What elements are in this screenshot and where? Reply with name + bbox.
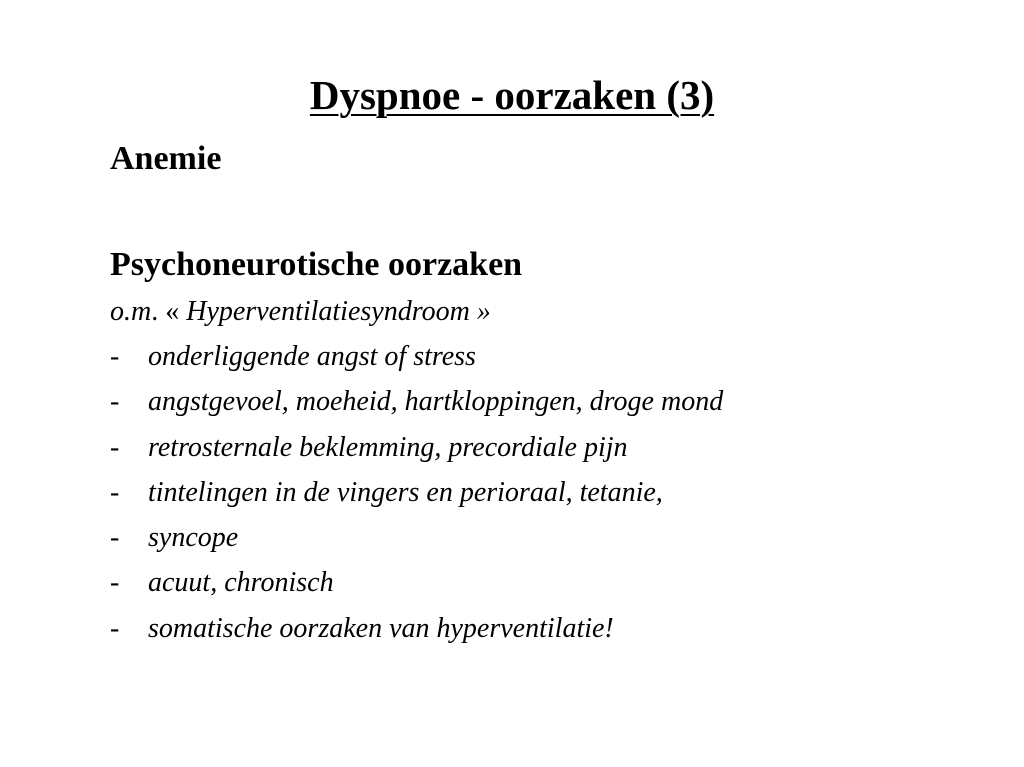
intro-line (110, 294, 491, 330)
list-item (110, 339, 723, 384)
bullet-dash: - (110, 612, 120, 644)
slide-title-text: Dyspnoe - oorzaken (3) (309, 72, 715, 118)
list-item (110, 611, 723, 656)
intro-quote-open: . « (151, 296, 180, 327)
bullet-dash: - (110, 567, 120, 599)
list-item-text: syncope (148, 522, 239, 554)
list-item-text: acuut, chronisch (148, 567, 334, 599)
bullet-dash: - (110, 341, 120, 372)
list-item-text: somatische oorzaken van hyperventilatie! (148, 612, 614, 644)
list-item (110, 430, 723, 475)
list-item (110, 475, 723, 520)
bullet-dash: - (110, 431, 120, 463)
bullet-dash: - (110, 476, 120, 508)
list-item-text: angstgevoel, moeheid, hartkloppingen, droge mond (148, 386, 724, 418)
intro-term: Hyperventilatiesyndroom » (179, 296, 491, 327)
intro-prefix: o.m (110, 296, 152, 327)
list-item (110, 520, 723, 565)
list-item-text: onderliggende angst of stress (148, 341, 476, 372)
list-item-text: tintelingen in de vingers en perioraal, tetanie, (148, 476, 663, 508)
bullet-dash: - (110, 522, 120, 554)
slide-title (0, 68, 1024, 122)
heading-psychoneurotische-oorzaken: Psychoneurotische oorzaken (110, 246, 523, 283)
list-item (110, 565, 723, 610)
symptom-list (110, 339, 723, 656)
heading-anemie: Anemie (110, 140, 222, 177)
list-item-text: retrosternale beklemming, precordiale pijn (148, 431, 628, 463)
list-item (110, 384, 723, 429)
bullet-dash: - (110, 386, 120, 418)
